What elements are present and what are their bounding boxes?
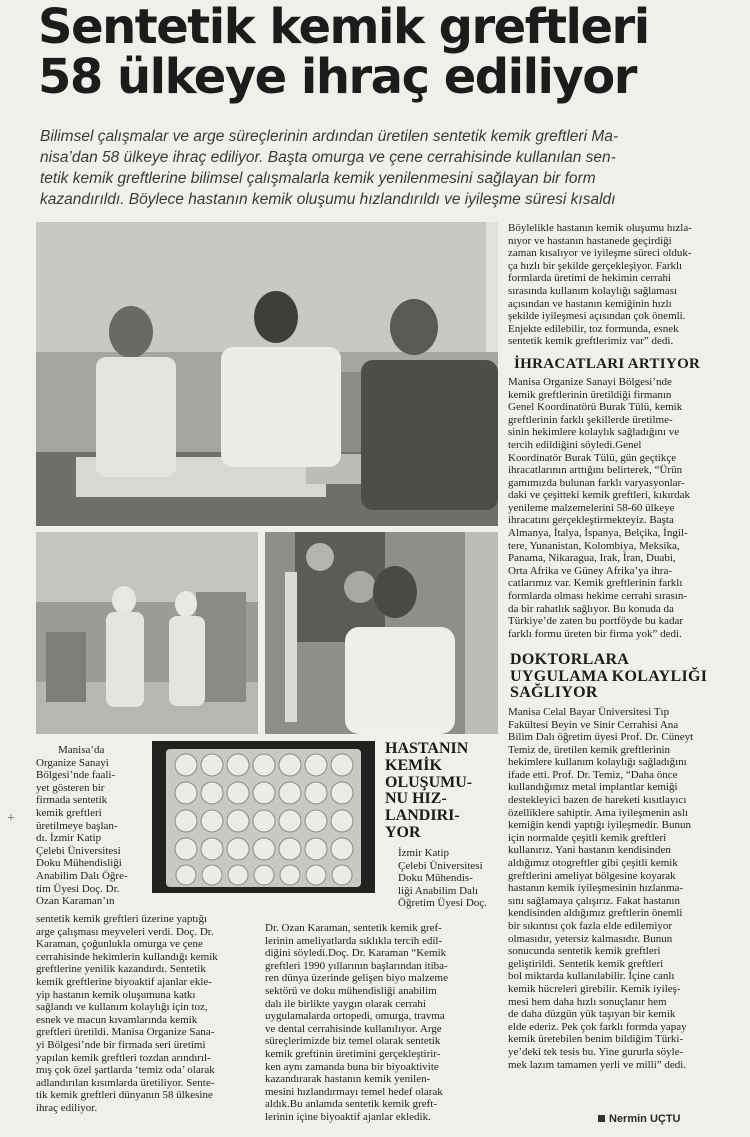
text-line: Karaman, çoğunlukla omurga ve çene bbox=[36, 938, 203, 951]
text-line: özelliklere sahiptir. Ama iyileşmenin aslı bbox=[508, 806, 688, 819]
text-line: şekilde iyileşmesi açısından çok önemli. bbox=[508, 310, 686, 323]
text-line: açısından ve hastanın kemiğinin hızlı bbox=[508, 297, 672, 310]
text-line: elde ederiz. Pek çok farklı formda yapay bbox=[508, 1020, 687, 1033]
lede-line: tetik kemik greftlerine bilimsel çalışmalarla kemik yenilenmesini sağlayan bir form bbox=[40, 170, 596, 187]
graft-samples-photo bbox=[152, 741, 375, 893]
text-line: mesini hızlandırmayı temel hedef olarak bbox=[265, 1085, 443, 1098]
text-line: sağlandı ve kullanım kolaylığı için toz, bbox=[36, 1001, 208, 1014]
text-line: greftleri üretildi. Manisa Organize Sana- bbox=[36, 1026, 215, 1039]
text-line: lerinin içine biyoaktif ajanlar ekledik. bbox=[265, 1110, 431, 1123]
lab-team-photo bbox=[36, 222, 498, 526]
text-line: mesi hem daha hızlı sonuçlanır hem bbox=[508, 995, 667, 1008]
text-line: Bilim Dalı öğretim üyesi Prof. Dr. Cüneyt bbox=[508, 731, 694, 744]
text-line: Doku Mühendisliği bbox=[36, 857, 122, 870]
subhead-line: DOKTORLARA bbox=[510, 651, 630, 669]
text-line: uygulamalarda ortopedi, omurga, travma bbox=[265, 1010, 445, 1023]
text-line: da bir rahatlık sağlıyor. Bu konuda da bbox=[508, 602, 674, 615]
text-line: dalı ile birlikte yaygın olarak cerrahi bbox=[265, 997, 426, 1010]
text-line: Manisa Organize Sanayi Bölgesi’nde bbox=[508, 375, 672, 388]
text-line: greftleri 1990 yıllarının başlarından itiba- bbox=[265, 959, 448, 972]
text-line: tere, Yunanistan, Kolombiya, Meksika, bbox=[508, 539, 680, 552]
side-headline bbox=[385, 741, 495, 842]
text-line: ve dental cerrahisinde kullanılıyor. Arge bbox=[265, 1022, 442, 1035]
text-line: hastanın kemik iyileşmesinin hızlanma- bbox=[508, 882, 684, 895]
lede-line: Bilimsel çalışmalar ve arge süreçlerinin ardından üretilen sentetik kemik greftleri Ma- bbox=[40, 128, 619, 145]
text-line: tim Üyesi Doç. Dr. bbox=[36, 882, 120, 895]
text-line: Dr. Ozan Karaman, sentetik kemik gref- bbox=[265, 922, 442, 934]
text-line: ihracatlarının arttığını belirterek, “Ürün bbox=[508, 464, 683, 477]
text-line: Koordinatör Burak Tülü, gün geçtikçe bbox=[508, 451, 677, 464]
text-line: Panama, Nikaragua, Irak, İran, Duabi, bbox=[508, 552, 676, 565]
text-line: Ozan Karaman’ın bbox=[36, 895, 115, 908]
margin-mark: + bbox=[7, 811, 15, 826]
text-line: ifade etti. Prof. Dr. Temiz, “Daha önce bbox=[508, 768, 678, 781]
text-line: Bölgesi’nde faali- bbox=[36, 769, 116, 782]
text-line: Öğretim Üyesi Doç. bbox=[398, 897, 487, 910]
text-line: diğini söyledi.Doç. Dr. Karaman “Kemik bbox=[265, 947, 447, 960]
side-headline-line: NU HIZ- bbox=[385, 790, 447, 808]
text-line: lerinin ameliyatlarda sıklıkla tercih edil- bbox=[265, 934, 443, 947]
text-line: Böylelikle hastanın kemik oluşumu hızla- bbox=[508, 222, 692, 234]
text-line: Anabilim Dalı Öğre- bbox=[36, 869, 128, 882]
text-line: esnek ve macun kıvamlarında kemik bbox=[36, 1013, 198, 1026]
text-line: geliştirildi. Sentetik kemik greftleri bbox=[508, 957, 664, 970]
text-line: mek lazım tamamen yerli ve milli” dedi. bbox=[508, 1058, 687, 1071]
text-line: sektörü ve doku mühendisliği anabilim bbox=[265, 984, 437, 997]
text-line: kullanırız. Yani hastanın kendisinden bbox=[508, 844, 671, 857]
text-line: formlarda olması hekime cerrahi sırasın- bbox=[508, 590, 687, 603]
text-line: Fakültesi Beyin ve Sinir Cerrahisi Ana bbox=[508, 718, 679, 731]
text-line: sonucunda sentetik kemik greftleri bbox=[508, 945, 661, 958]
middle-column-body bbox=[265, 922, 502, 1124]
text-line: bol miktarda kullanılabilir. İçine canlı bbox=[508, 970, 675, 983]
middle-column-intro bbox=[398, 847, 502, 910]
text-line: kemik greftleri bbox=[36, 806, 102, 819]
text-line: greftlerinin farklı şekillerde üretilme- bbox=[508, 413, 673, 426]
text-line: aldığımız otogreftler gibi çeşitli kemik bbox=[508, 857, 678, 870]
text-line: Temiz de, üretilen kemik greftlerinin bbox=[508, 743, 671, 756]
subhead-line: SAĞLIYOR bbox=[510, 684, 598, 702]
text-line: gamımızda bulunan farklı varyasyonlar- bbox=[508, 476, 685, 489]
text-line: ren dünya üzerinde gelişen biyo malzeme bbox=[265, 972, 448, 985]
text-line: İzmir Katip bbox=[398, 847, 450, 859]
text-line: mış çok özel şartlarda ‘temiz oda’ olarak bbox=[36, 1064, 215, 1077]
lede-line: nisa’dan 58 ülkeye ihraç ediliyor. Başta omurga ve çene cerrahisinde kullanılan sen- bbox=[40, 149, 616, 166]
text-line: de daha düzgün yük taşıyan bir kemik bbox=[508, 1008, 676, 1021]
left-column-intro bbox=[36, 744, 148, 908]
text-line: sentetik kemik greftlerimiz var” dedi. bbox=[508, 335, 674, 348]
text-line: yenileme malzemelerini 58-60 ülkeye bbox=[508, 501, 675, 514]
text-line: için normalde çeşitli kemik greftleri bbox=[508, 831, 667, 844]
text-line: Çelebi Üniversitesi bbox=[36, 844, 121, 857]
headline-line: Sentetik kemik greftleri bbox=[38, 0, 649, 55]
side-headline-line: OLUŞUMU- bbox=[385, 773, 473, 791]
text-line: kemik greftinin üretimini gerçekleştirir- bbox=[265, 1047, 441, 1060]
side-headline-line: KEMİK bbox=[385, 756, 442, 774]
text-line: arge çalışması meyveleri verdi. Doç. Dr. bbox=[36, 925, 214, 938]
text-line: sinin hekimlere kolaylık sağladığını ve bbox=[508, 426, 680, 439]
text-line: olmasıdır, yetersiz kalmasıdır. Bunun bbox=[508, 932, 673, 945]
text-line: Orta Afrika ve Güney Afrika’ya ihra- bbox=[508, 564, 673, 577]
text-line: ken aynı zamanda buna bir biyoaktivite bbox=[265, 1060, 439, 1073]
text-line: kemik greftlerine biyoaktif ajanlar ekle- bbox=[36, 975, 212, 988]
text-line: cerrahisinde hekimlerin kullandığı kemik bbox=[36, 950, 218, 963]
text-line: kemik hücreleri girebilir. Kemik iyileş- bbox=[508, 982, 681, 995]
text-line: Türkiye’de zaten bu portföyde bu kadar bbox=[508, 615, 684, 628]
headline-line: 58 ülkeye ihraç ediliyor bbox=[38, 49, 636, 105]
text-line: hekimlere kullanım kolaylığı sağladığını bbox=[508, 756, 687, 769]
text-line: yip hastanın kemik oluşumuna katkı bbox=[36, 988, 196, 1001]
text-line: ça hızlı bir şekilde gerçekleşiyor. Farklı bbox=[508, 259, 683, 272]
text-line: sırasında kullanım kolaylığı sağlaması bbox=[508, 284, 677, 297]
text-line: greftlerini ameliyat bölgesine koyarak bbox=[508, 869, 676, 882]
side-headline-line: YOR bbox=[385, 823, 421, 841]
text-line: Manisa Celal Bayar Üniversitesi Tıp bbox=[508, 705, 670, 718]
text-line: Çelebi Üniversitesi bbox=[398, 859, 483, 872]
text-line: kendisinden aldığımız greftlerin önemli bbox=[508, 907, 683, 920]
subhead-doktorlara bbox=[510, 652, 736, 702]
text-line: ihraç ediliyor. bbox=[36, 1101, 98, 1114]
side-headline-line: LANDIRI- bbox=[385, 807, 460, 825]
side-headline-line: HASTANIN bbox=[385, 740, 469, 757]
lede-line: kazandırıldı. Böylece hastanın kemik oluşumu hızlandırıldı ve iyileşme süresi kısaldı bbox=[40, 191, 616, 208]
text-line: farklı formu üreten bir firma yok” dedi. bbox=[508, 627, 682, 640]
lede-paragraph bbox=[40, 126, 735, 210]
text-line: kullandığımız metal implantlar kemiği bbox=[508, 781, 678, 794]
portrait-photo bbox=[265, 532, 498, 734]
text-line: Almanya, İtalya, İspanya, Belçika, İngil- bbox=[508, 527, 688, 540]
text-line: kemiğin kendi yaptığı iyileşmedir. Bunun bbox=[508, 819, 692, 832]
text-line: bir sıkıntısı çok fazla elde edilemiyor bbox=[508, 920, 673, 932]
text-line: dı. İzmir Katip bbox=[36, 832, 102, 845]
text-line: tercih edildiğini söyledi.Genel bbox=[508, 438, 642, 451]
subhead-line: UYGULAMA KOLAYLIĞI bbox=[510, 667, 708, 685]
text-line: süreçlerimizde biz temel olarak sentetik bbox=[265, 1035, 441, 1048]
paragraph bbox=[508, 376, 736, 640]
text-line: üretilmeye başlan- bbox=[36, 819, 118, 832]
text-line: Manisa’da bbox=[58, 744, 105, 756]
text-line: daki ve çeşitteki kemik greftleri, kıkırdak bbox=[508, 489, 691, 502]
text-line: kemik üretebilen benim bildiğim Türki- bbox=[508, 1033, 684, 1046]
text-line: yapılan kemik greftleri tozdan arındırıl- bbox=[36, 1051, 211, 1064]
text-line: greftlerine yenilik kazandırdı. Sentetik bbox=[36, 963, 206, 976]
text-line: adlandırılan kısımlarda üretiliyor. Sente- bbox=[36, 1076, 215, 1089]
text-line: yet gösteren bir bbox=[36, 781, 105, 794]
text-line: ye’deki tek tesis bu. Yine gururla söyle- bbox=[508, 1045, 684, 1058]
text-line: catlarımız var. Kemik greftlerinin farklı bbox=[508, 577, 683, 590]
text-line: ihracatını gerçekleştirmekteyiz. Başta bbox=[508, 514, 674, 527]
text-line: kazandırarak hastanın kemik yenilen- bbox=[265, 1073, 431, 1086]
paragraph bbox=[508, 706, 736, 1071]
text-line: Genel Koordinatörü Burak Tülü, kemik bbox=[508, 401, 683, 414]
text-line: Organize Sanayi bbox=[36, 756, 109, 769]
text-line: firmada sentetik bbox=[36, 794, 108, 807]
text-line: liği Anabilim Dalı bbox=[398, 884, 479, 897]
right-column bbox=[508, 222, 736, 1071]
square-bullet-icon bbox=[598, 1115, 605, 1122]
text-line: Enjekte edilebilir, toz formunda, esnek bbox=[508, 322, 679, 335]
text-line: aldık.Bu anlamda sentetik kemik greft- bbox=[265, 1098, 437, 1111]
headline bbox=[38, 0, 738, 105]
text-line: yi Bölgesi’nde bir firmada seri üretimi bbox=[36, 1038, 206, 1051]
text-line: Doku Mühendis- bbox=[398, 872, 473, 885]
clean-room-photo bbox=[36, 532, 258, 734]
text-line: kemik greftlerinin üretildiği firmanın bbox=[508, 388, 672, 401]
byline bbox=[598, 1113, 681, 1125]
text-line: destekleyici bazen de hareketi kısıtlayıcı bbox=[508, 794, 687, 807]
text-line: sını sağlamaya çalışırız. Fakat hastanın bbox=[508, 894, 680, 907]
text-line: sentetik kemik greftleri üzerine yaptığı bbox=[36, 913, 208, 925]
text-line: tik kemik greftleri dünyanın 58 ülkesine bbox=[36, 1089, 213, 1102]
author-name: Nermin UÇTU bbox=[609, 1113, 681, 1125]
text-line: zaman kısalıyor ve iyileşme süreci olduk- bbox=[508, 247, 692, 260]
paragraph bbox=[508, 222, 736, 348]
text-line: formlarda üretimi de hekimin cerrahi bbox=[508, 272, 672, 285]
subhead-ihracat: İHRACATLARI ARTIYOR bbox=[514, 355, 701, 372]
left-column-body bbox=[36, 913, 256, 1115]
text-line: nıyor ve hastanın hastanede geçirdiği bbox=[508, 234, 672, 247]
